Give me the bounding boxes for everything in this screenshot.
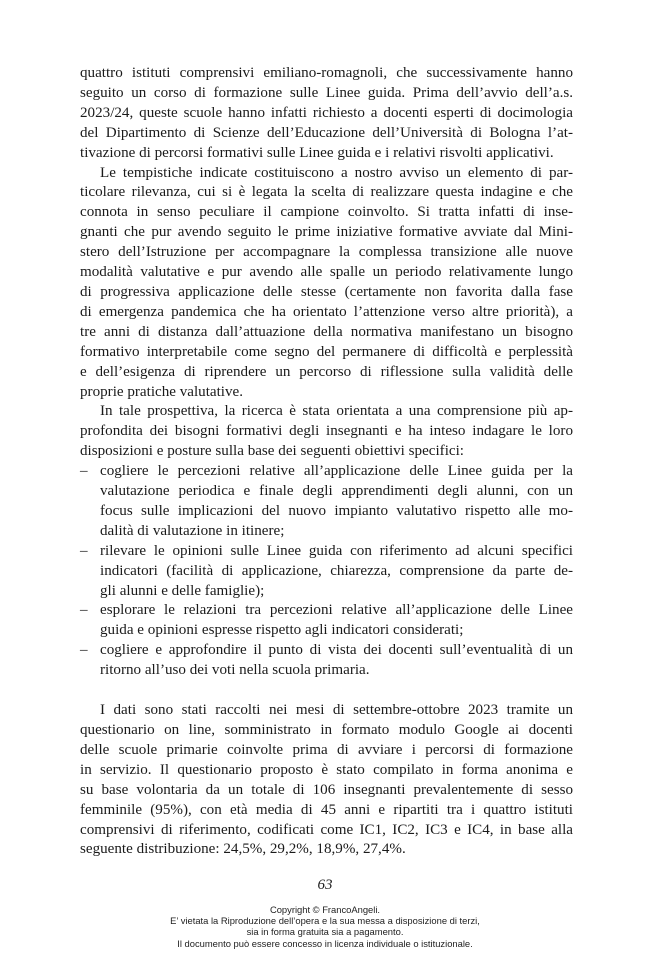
dash-bullet: –: [80, 542, 88, 559]
text-line: focus sulle implicazioni del nuovo impianto valutativo rispetto alle mo-: [100, 502, 573, 519]
text-line: delle scuole primarie coinvolte prima di avviare i percorsi di formazione: [80, 741, 573, 758]
dash-bullet: –: [80, 642, 88, 659]
text-line: comprensivi di riferimento, codificati come IC1, IC2, IC3 e IC4, in base alla: [80, 821, 573, 838]
text-line: connota in senso peculiare il campione coinvolto. Si tratta infatti di inse-: [80, 204, 573, 221]
text-line: guida e opinioni espresse rispetto agli indicatori considerati;: [100, 622, 464, 639]
footer-line: sia in forma gratuita sia a pagamento.: [246, 926, 404, 938]
list-item: [80, 601, 573, 641]
text-line: cogliere le percezioni relative all’applicazione delle Linee guida per la: [100, 463, 573, 480]
text-line: femminile (95%), con età media di 45 anni e ripartiti tra i quattro istituti: [80, 801, 573, 818]
text-line: Le tempistiche indicate costituiscono a nostro avviso un elemento di par-: [100, 164, 573, 181]
text-line: rilevare le opinioni sulle Linee guida con riferimento ad alcuni specifici: [100, 542, 573, 559]
text-line: di emergenza pandemica che ha orientato l’attenzione verso altre priorità), a: [80, 303, 573, 320]
text-line: indicatori (facilità di applicazione, chiarezza, comprensione da parte de-: [100, 562, 573, 579]
text-line: dalità di valutazione in itinere;: [100, 522, 285, 539]
text-line: del Dipartimento di Scienze dell’Educazione dell’Università di Bologna l’at-: [80, 124, 573, 141]
paragraph-2: [80, 164, 573, 403]
text-line: tivazione di percorsi formativi sulle Linee guida e i relativi risvolti applicativi.: [80, 144, 554, 161]
footer-line: Il documento può essere concesso in licenza individuale o istituzionale.: [177, 937, 473, 949]
text-line: questionario on line, somministrato in formato modulo Google ai docenti: [80, 722, 573, 738]
dash-bullet: –: [80, 463, 88, 480]
page-body: [80, 64, 573, 860]
page-number: 63: [317, 877, 333, 893]
dash-bullet: –: [80, 602, 88, 619]
list-item: [80, 462, 573, 542]
list-item: [80, 542, 573, 602]
text-line: 2023/24, queste scuole hanno infatti richiesto a docenti esperti di docimologia: [80, 104, 573, 121]
copyright-footer: [0, 904, 650, 949]
text-line: gnanti che pur avendo seguito le prime iniziative formative avviate dal Mini-: [80, 224, 573, 241]
text-line: seguente distribuzione: 24,5%, 29,2%, 18,9%, 27,4%.: [80, 841, 406, 858]
text-line: formativo interpretabile come segno del permanere di difficoltà e perplessità: [80, 343, 573, 360]
text-line: ritorno all’uso dei voti nella scuola primaria.: [100, 662, 370, 679]
text-line: disposizioni e posture sulla base dei seguenti obiettivi specifici:: [80, 443, 464, 460]
text-line: modalità valutative e pur avendo alle spalle un periodo relativamente lungo: [80, 264, 573, 281]
paragraph-1: [80, 64, 573, 164]
text-line: tre anni di distanza dall’attuazione della normativa manifestano un bisogno: [80, 323, 573, 340]
list-item: [80, 641, 573, 681]
text-line: ticolare rilevanza, cui si è legata la scelta di realizzare questa indagine e che: [80, 184, 573, 201]
text-line: seguito un corso di formazione sulle Linee guida. Prima dell’avvio dell’a.s.: [80, 84, 573, 101]
text-line: esplorare le relazioni tra percezioni relative all’applicazione delle Linee: [100, 602, 573, 619]
objectives-list: [80, 462, 573, 681]
text-line: In tale prospettiva, la ricerca è stata orientata a una comprensione più ap-: [100, 403, 573, 420]
text-line: e dell’esigenza di riprendere un percorso di riflessione sulla validità delle: [80, 363, 573, 380]
footer-line: Copyright © FrancoAngeli.: [269, 904, 381, 915]
text-line: proprie pratiche valutative.: [80, 383, 244, 400]
text-line: stero dell’Istruzione per accompagnare la complessa transizione alle nuove: [80, 244, 573, 261]
text-line: profondita dei bisogni formativi degli insegnanti e ha inteso indagare le loro: [80, 423, 573, 440]
text-line: valutazione periodica e finale degli apprendimenti degli alunni, con un: [100, 483, 573, 500]
text-line: I dati sono stati raccolti nei mesi di settembre-ottobre 2023 tramite un: [100, 702, 573, 719]
paragraph-3: [80, 402, 573, 462]
text-line: gli alunni e delle famiglie);: [100, 582, 265, 599]
paragraph-4: [80, 701, 573, 860]
text-line: in servizio. Il questionario proposto è stato compilato in forma anonima e: [80, 761, 573, 778]
text-line: cogliere e approfondire il punto di vista dei docenti sull’eventualità di un: [100, 642, 573, 659]
text-line: quattro istituti comprensivi emiliano-romagnoli, che successivamente hanno: [80, 65, 573, 81]
text-line: su base volontaria da un totale di 106 insegnanti prevalentemente di sesso: [80, 781, 573, 798]
text-line: di progressiva applicazione delle stesse (certamente non favorita dalla fase: [80, 283, 573, 300]
footer-line: E’ vietata la Riproduzione dell’opera e la sua messa a disposizione di terzi,: [170, 915, 480, 927]
paragraph-gap: [80, 681, 573, 701]
